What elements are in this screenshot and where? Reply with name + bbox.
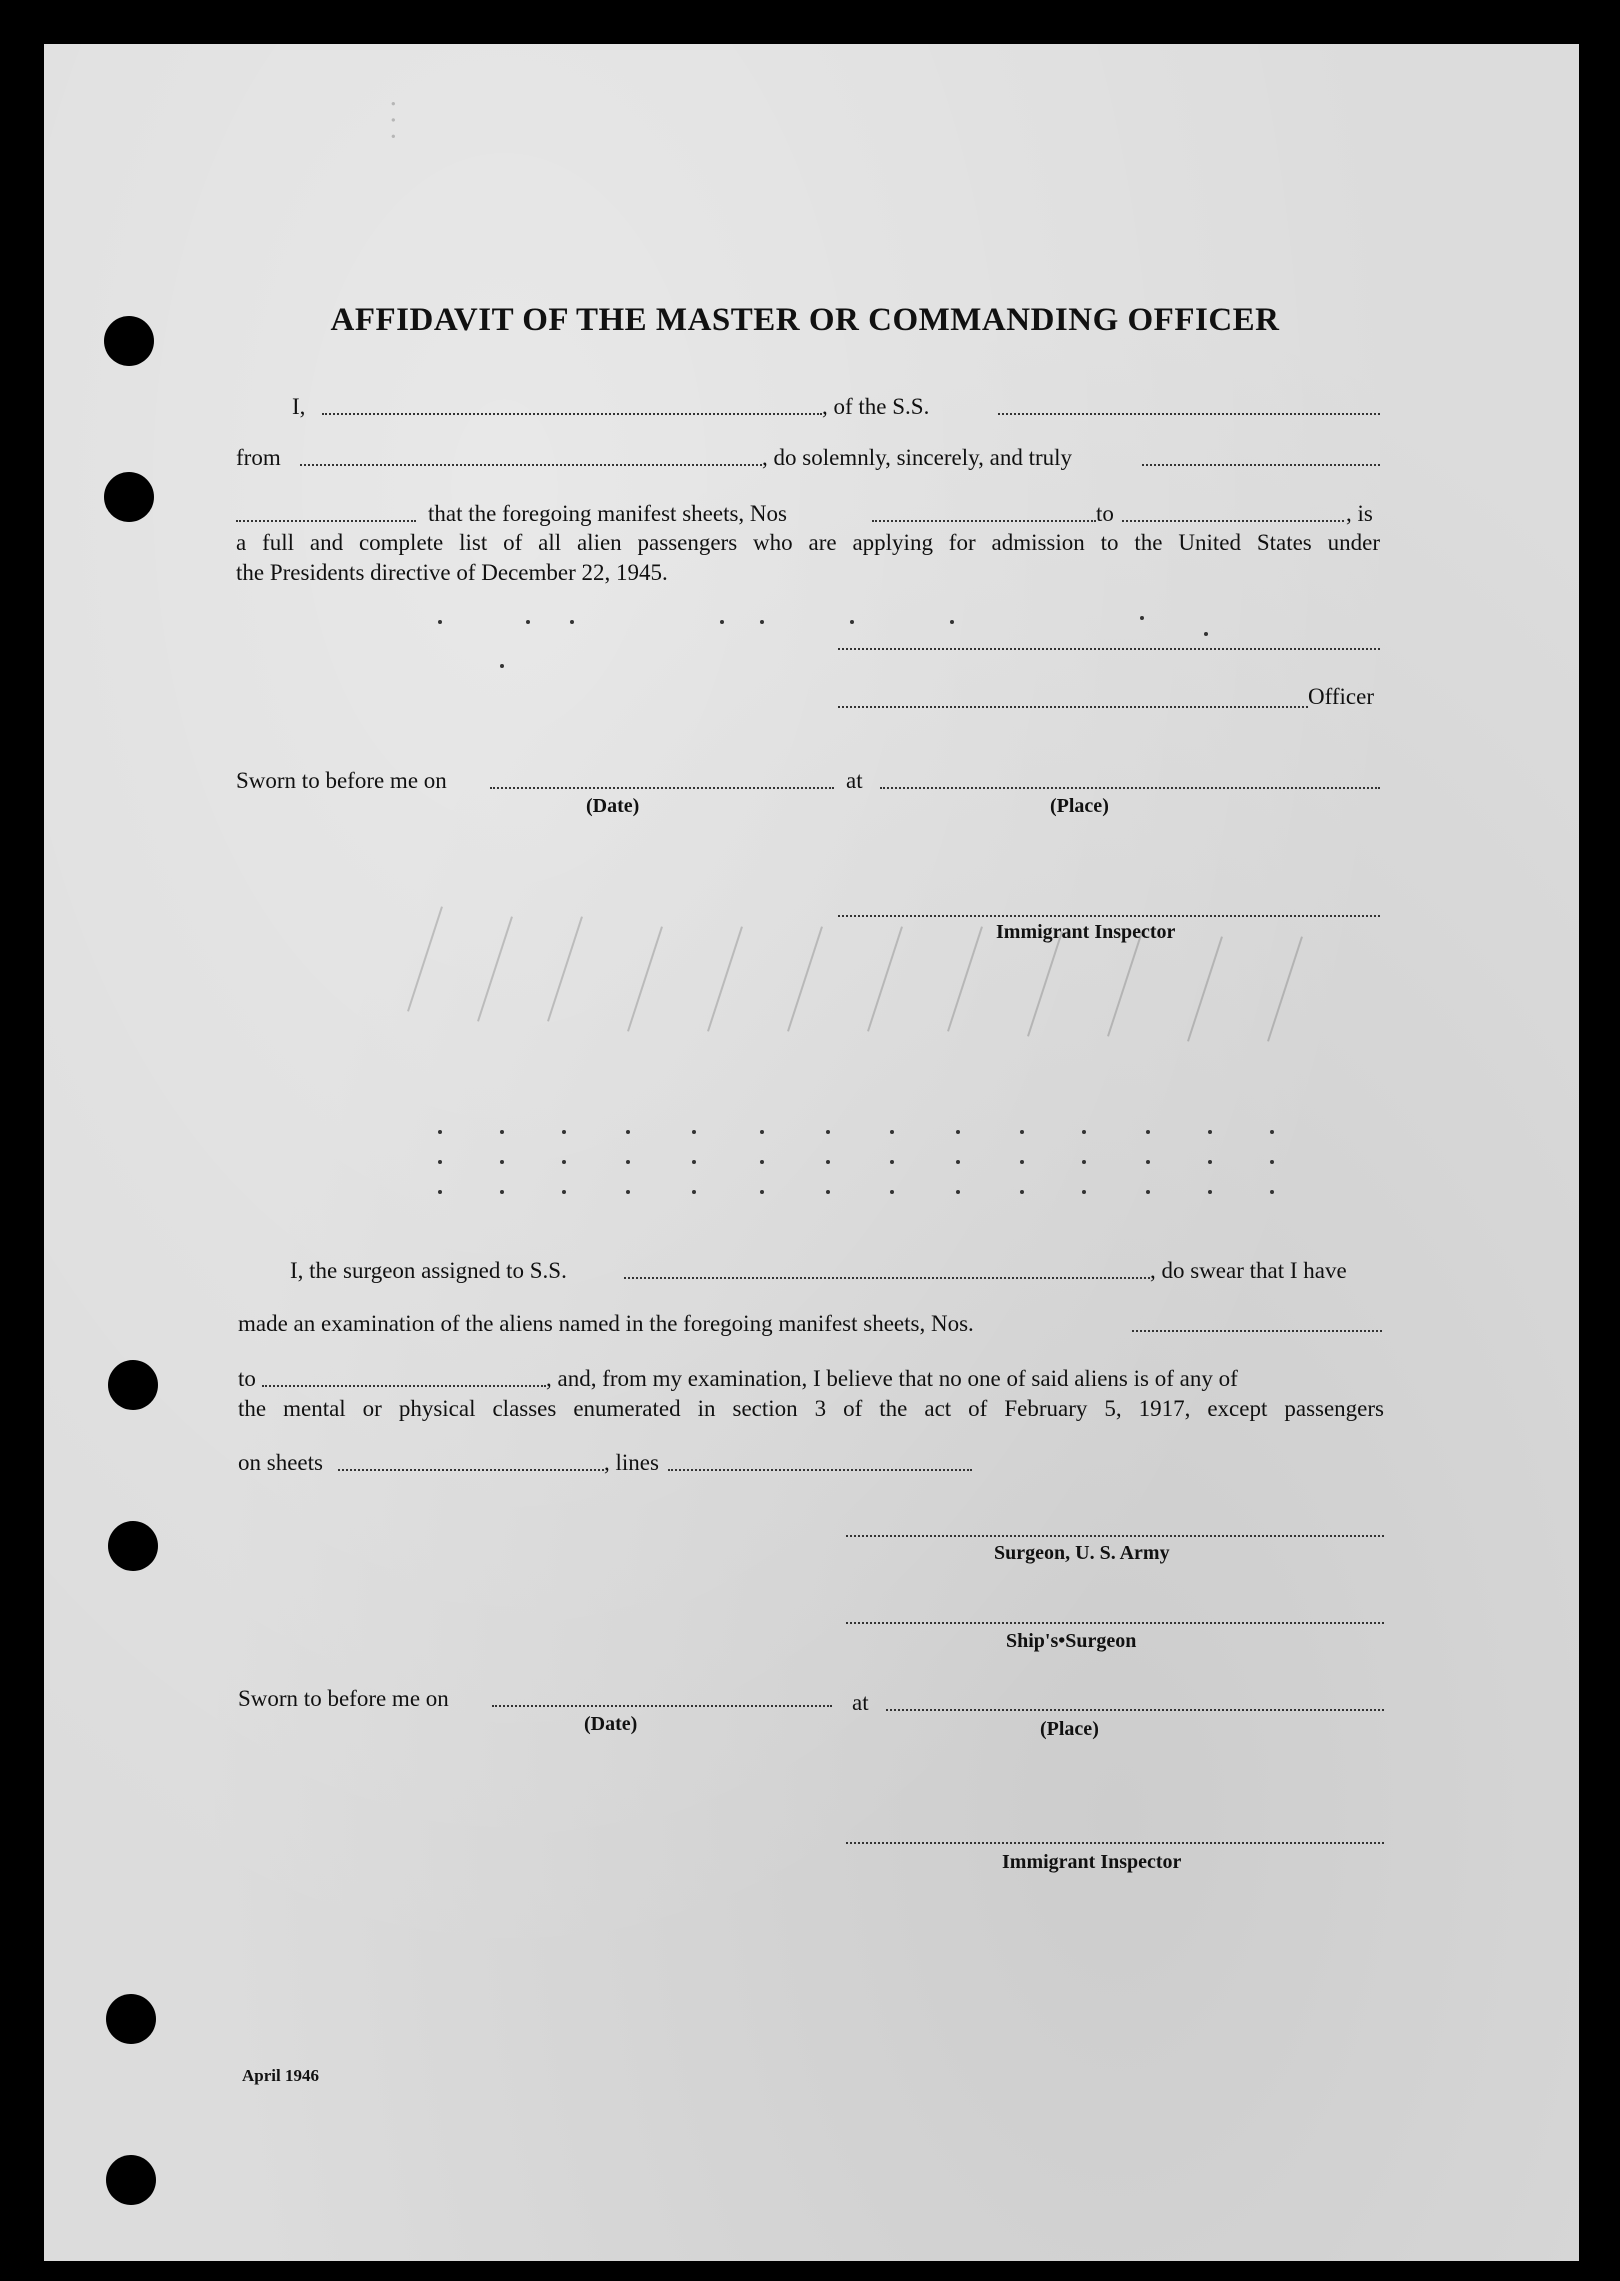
lines-label: , lines bbox=[604, 1450, 659, 1475]
form-title: AFFIDAVIT OF THE MASTER OR COMMANDING OFFICER bbox=[330, 302, 1280, 338]
declare-field[interactable] bbox=[236, 520, 416, 522]
surgeon-army-caption: Surgeon, U. S. Army bbox=[994, 1542, 1170, 1564]
sheet-to-field[interactable] bbox=[1122, 520, 1344, 522]
pencil-mark bbox=[787, 926, 823, 1031]
surgeon-line-3: , and, from my examination, I believe that no one of said aliens is of any of bbox=[546, 1366, 1238, 1391]
label-from: from bbox=[236, 445, 281, 470]
sworn-label: Sworn to before me on bbox=[236, 768, 447, 793]
on-sheets-label: on sheets bbox=[238, 1450, 323, 1475]
statement-line-5: the Presidents directive of December 22, 1945. bbox=[236, 560, 668, 585]
surgeon-date-caption: (Date) bbox=[584, 1713, 638, 1735]
dot-mark bbox=[1204, 632, 1208, 636]
surgeon-line-1: I, the surgeon assigned to S.S. bbox=[290, 1258, 567, 1283]
master-signature-line[interactable] bbox=[838, 648, 1380, 650]
pencil-mark bbox=[477, 916, 513, 1021]
sworn-place-field[interactable] bbox=[880, 787, 1380, 789]
form-paper bbox=[44, 44, 1579, 2261]
surgeon-army-signature-line[interactable] bbox=[846, 1535, 1384, 1537]
surgeon-to-label: to bbox=[238, 1366, 256, 1391]
binder-hole bbox=[106, 1994, 156, 2044]
surgeon-place-caption: (Place) bbox=[1040, 1718, 1099, 1740]
pencil-mark bbox=[1267, 936, 1303, 1041]
bleed-through-mark: · · · bbox=[378, 99, 410, 141]
form-date-footer: April 1946 bbox=[242, 2066, 319, 2085]
binder-hole bbox=[108, 1521, 158, 1571]
except-sheets-field[interactable] bbox=[338, 1469, 604, 1471]
surgeon-sworn-label: Sworn to before me on bbox=[238, 1686, 449, 1711]
label-of-ss: , of the S.S. bbox=[822, 394, 930, 419]
pencil-mark bbox=[627, 926, 663, 1031]
from-port-field[interactable] bbox=[300, 464, 762, 466]
ship-name-field[interactable] bbox=[998, 413, 1380, 415]
master-name-field[interactable] bbox=[322, 413, 822, 415]
pencil-mark bbox=[547, 916, 583, 1021]
dot-mark bbox=[1140, 616, 1144, 620]
at-label: at bbox=[846, 768, 863, 793]
surgeon-line-4: the mental or physical classes enumerated in section 3 of the act of February 5, 1917, except passengers bbox=[238, 1396, 1384, 1421]
pencil-mark bbox=[947, 926, 983, 1031]
dot-mark bbox=[526, 620, 530, 624]
pencil-mark bbox=[407, 906, 443, 1011]
surgeon-line-2: made an examination of the aliens named in the foregoing manifest sheets, Nos. bbox=[238, 1311, 974, 1336]
surgeon-line-1-end: , do swear that I have bbox=[1150, 1258, 1347, 1283]
officer-label: Officer bbox=[1308, 684, 1374, 709]
surgeon-ship-field[interactable] bbox=[624, 1277, 1150, 1279]
label-solemnly: , do solemnly, sincerely, and truly bbox=[762, 445, 1073, 470]
oath-field[interactable] bbox=[1142, 464, 1380, 466]
label-i: I, bbox=[292, 394, 306, 419]
sheet-from-field[interactable] bbox=[872, 520, 1096, 522]
dot-mark bbox=[438, 620, 442, 624]
surgeon-sheet-to-field[interactable] bbox=[262, 1385, 546, 1387]
surgeon-inspector-caption: Immigrant Inspector bbox=[1002, 1851, 1182, 1873]
binder-hole bbox=[108, 1360, 158, 1410]
dot-mark bbox=[500, 664, 504, 668]
surgeon-sworn-place-field[interactable] bbox=[886, 1709, 1384, 1711]
dot-mark bbox=[570, 620, 574, 624]
inspector-caption: Immigrant Inspector bbox=[996, 921, 1176, 943]
officer-signature-line[interactable] bbox=[838, 706, 1308, 708]
date-caption: (Date) bbox=[586, 795, 640, 817]
statement-line-4: a full and complete list of all alien passengers who are applying for admission to the United States under bbox=[236, 530, 1380, 555]
label-is: , is bbox=[1346, 501, 1373, 526]
pencil-mark bbox=[1027, 931, 1063, 1036]
inspector-signature-line[interactable] bbox=[838, 915, 1380, 917]
binder-hole bbox=[106, 2155, 156, 2205]
ships-surgeon-caption: Ship's•Surgeon bbox=[1006, 1630, 1137, 1652]
binder-hole bbox=[104, 472, 154, 522]
label-manifest-sheets: that the foregoing manifest sheets, Nos bbox=[428, 501, 787, 526]
surgeon-inspector-signature-line[interactable] bbox=[846, 1842, 1384, 1844]
surgeon-at-label: at bbox=[852, 1690, 869, 1715]
dot-mark bbox=[720, 620, 724, 624]
pencil-mark bbox=[1107, 931, 1143, 1036]
dot-mark bbox=[850, 620, 854, 624]
place-caption: (Place) bbox=[1050, 795, 1109, 817]
label-to: to bbox=[1096, 501, 1114, 526]
surgeon-sworn-date-field[interactable] bbox=[492, 1705, 832, 1707]
dot-mark bbox=[760, 620, 764, 624]
ships-surgeon-signature-line[interactable] bbox=[846, 1622, 1384, 1624]
sworn-date-field[interactable] bbox=[490, 787, 834, 789]
except-lines-field[interactable] bbox=[668, 1469, 972, 1471]
dot-mark bbox=[950, 620, 954, 624]
pencil-mark bbox=[1187, 936, 1223, 1041]
pencil-mark bbox=[707, 926, 743, 1031]
surgeon-sheet-from-field[interactable] bbox=[1132, 1330, 1382, 1332]
pencil-mark bbox=[867, 926, 903, 1031]
